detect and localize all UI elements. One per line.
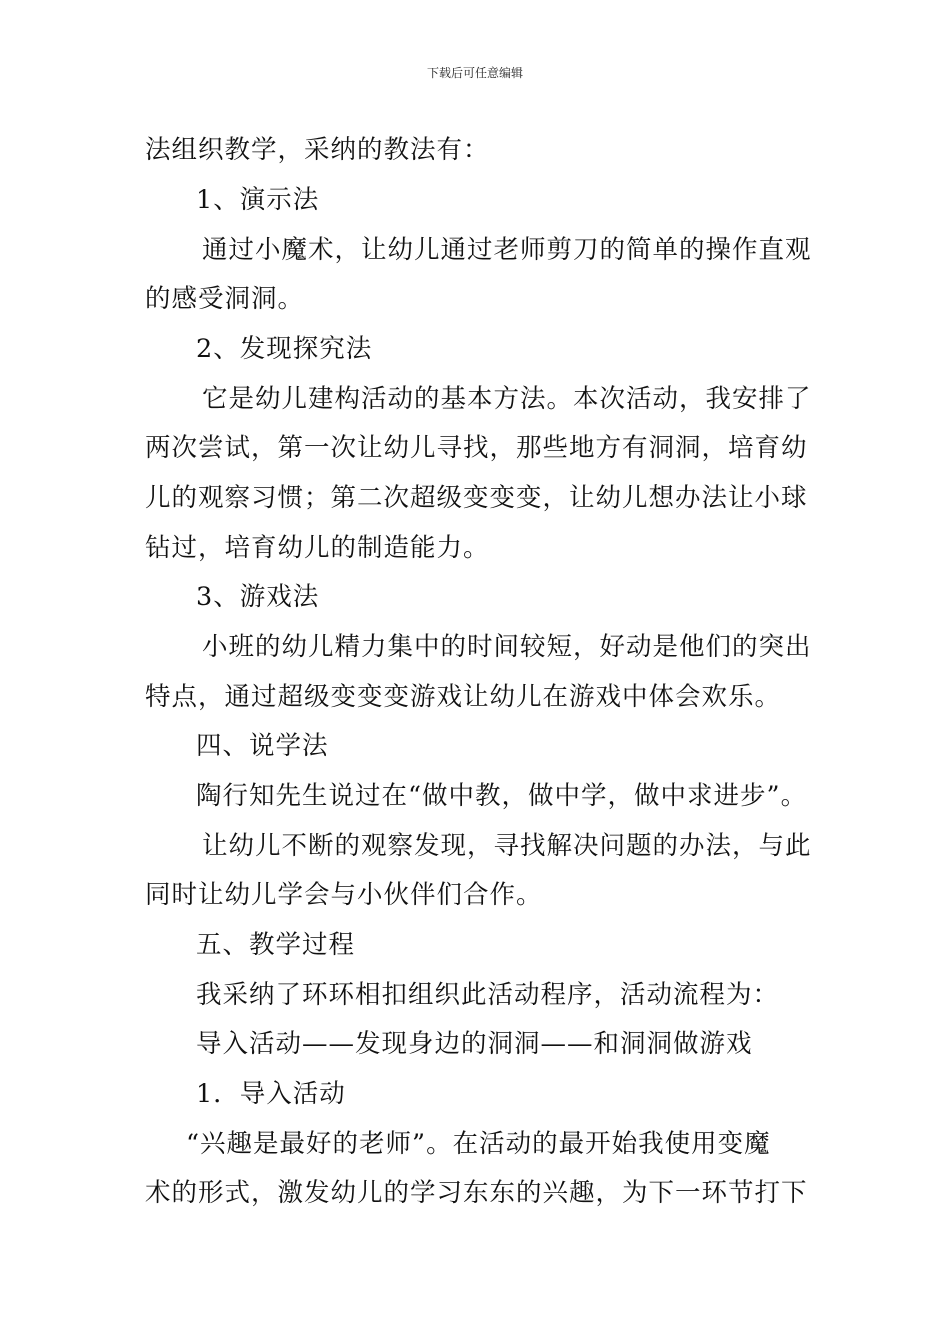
- text-line: 导入活动——发现身边的洞洞——和洞洞做游戏: [196, 1029, 753, 1059]
- text-line: 它是幼儿建构活动的基本方法。本次活动，我安排了: [202, 384, 812, 414]
- text-line: 1、演示法: [196, 185, 320, 215]
- text-line: 我采纳了环环相扣组织此活动程序，活动流程为：: [196, 980, 780, 1010]
- text-line: “兴趣是最好的老师”。在活动的最开始我使用变魔: [186, 1129, 771, 1159]
- text-line: 五、教学过程: [196, 930, 356, 960]
- text-line: 术的形式，激发幼儿的学习东东的兴趣，为下一环节打下: [145, 1178, 808, 1208]
- text-line: 两次尝试，第一次让幼儿寻找，那些地方有洞洞，培育幼: [145, 433, 808, 463]
- text-line: 小班的幼儿精力集中的时间较短，好动是他们的突出: [202, 632, 812, 662]
- text-line: 法组织教学，采纳的教法有：: [145, 135, 490, 165]
- text-line: 钻过，培育幼儿的制造能力。: [145, 533, 490, 563]
- text-line: 3、游戏法: [196, 582, 320, 612]
- text-line: 四、说学法: [196, 731, 329, 761]
- text-line: 儿的观察习惯；第二次超级变变变，让幼儿想办法让小球: [145, 483, 808, 513]
- text-line: 陶行知先生说过在“做中教，做中学，做中求进步”。: [196, 781, 808, 811]
- text-line: 通过小魔术，让幼儿通过老师剪刀的简单的操作直观: [202, 235, 812, 265]
- text-line: 1．导入活动: [196, 1079, 346, 1109]
- page-header: 下载后可任意编辑: [426, 66, 523, 80]
- text-line: 同时让幼儿学会与小伙伴们合作。: [145, 880, 543, 910]
- text-line: 的感受洞洞。: [145, 284, 305, 314]
- text-line: 特点，通过超级变变变游戏让幼儿在游戏中体会欢乐。: [145, 682, 782, 712]
- text-line: 让幼儿不断的观察发现，寻找解决问题的办法，与此: [202, 831, 812, 861]
- text-line: 2、发现探究法: [196, 334, 373, 364]
